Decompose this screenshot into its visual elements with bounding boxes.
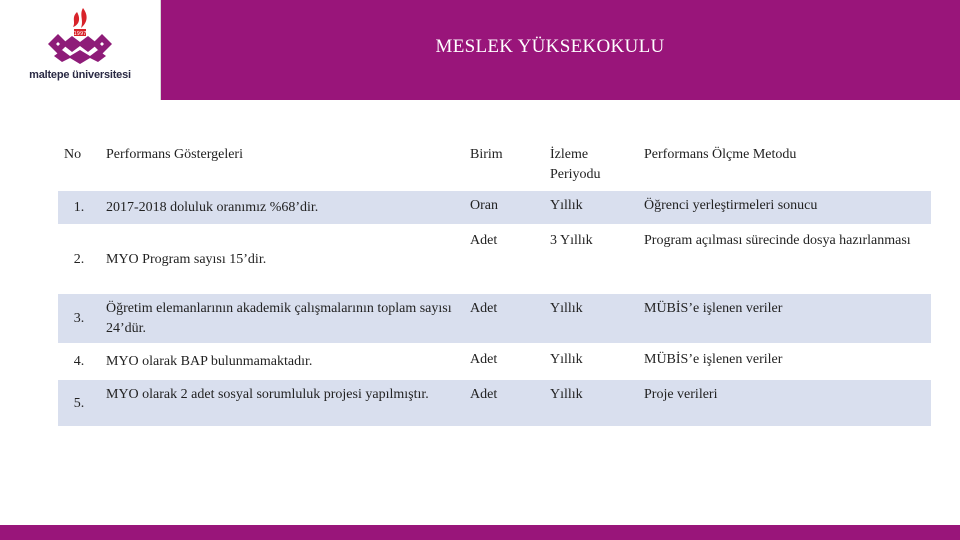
row-unit: Adet <box>464 225 544 293</box>
row-indicator: MYO olarak 2 adet sosyal sorumluluk projesi yapılmıştır. <box>100 379 464 427</box>
university-logo <box>0 0 161 100</box>
table-header-row <box>58 140 931 190</box>
row-method: MÜBİS’e işlenen veriler <box>638 293 931 344</box>
table-row <box>58 293 931 344</box>
column-header-unit: Birim <box>464 140 544 190</box>
row-indicator: MYO Program sayısı 15’dir. <box>100 225 464 293</box>
row-unit: Adet <box>464 293 544 344</box>
row-unit: Oran <box>464 190 544 225</box>
row-number: 5. <box>58 379 100 427</box>
table-row <box>58 225 931 293</box>
performance-table <box>58 140 931 428</box>
row-number: 3. <box>58 293 100 344</box>
table-row <box>58 344 931 379</box>
row-period: Yıllık <box>544 344 638 379</box>
header-bar <box>0 0 960 100</box>
row-number: 1. <box>58 190 100 225</box>
svg-text:1997: 1997 <box>73 31 87 37</box>
column-header-indicator: Performans Göstergeleri <box>100 140 464 190</box>
row-method: Program açılması sürecinde dosya hazırlanması <box>638 225 931 293</box>
row-unit: Adet <box>464 344 544 379</box>
row-number: 2. <box>58 225 100 293</box>
row-indicator: Öğretim elemanlarının akademik çalışmalarının toplam sayısı 24’dür. <box>100 293 464 344</box>
row-indicator: MYO olarak BAP bulunmamaktadır. <box>100 344 464 379</box>
logo-emblem-icon <box>40 4 120 68</box>
row-unit: Adet <box>464 379 544 427</box>
row-method: MÜBİS’e işlenen veriler <box>638 344 931 379</box>
row-period: 3 Yıllık <box>544 225 638 293</box>
table-row <box>58 379 931 427</box>
logo-wordmark: maltepe üniversitesi <box>29 69 131 81</box>
footer-bar <box>0 525 960 540</box>
row-period: Yıllık <box>544 379 638 427</box>
row-indicator: 2017-2018 doluluk oranımız %68’dir. <box>100 190 464 225</box>
column-header-no: No <box>58 140 100 190</box>
row-method: Proje verileri <box>638 379 931 427</box>
row-method: Öğrenci yerleştirmeleri sonucu <box>638 190 931 225</box>
column-header-period: İzleme Periyodu <box>544 140 638 190</box>
row-number: 4. <box>58 344 100 379</box>
row-period: Yıllık <box>544 293 638 344</box>
row-period: Yıllık <box>544 190 638 225</box>
page-title: MESLEK YÜKSEKOKULU <box>435 36 665 57</box>
table-row <box>58 190 931 225</box>
column-header-method: Performans Ölçme Metodu <box>638 140 931 190</box>
